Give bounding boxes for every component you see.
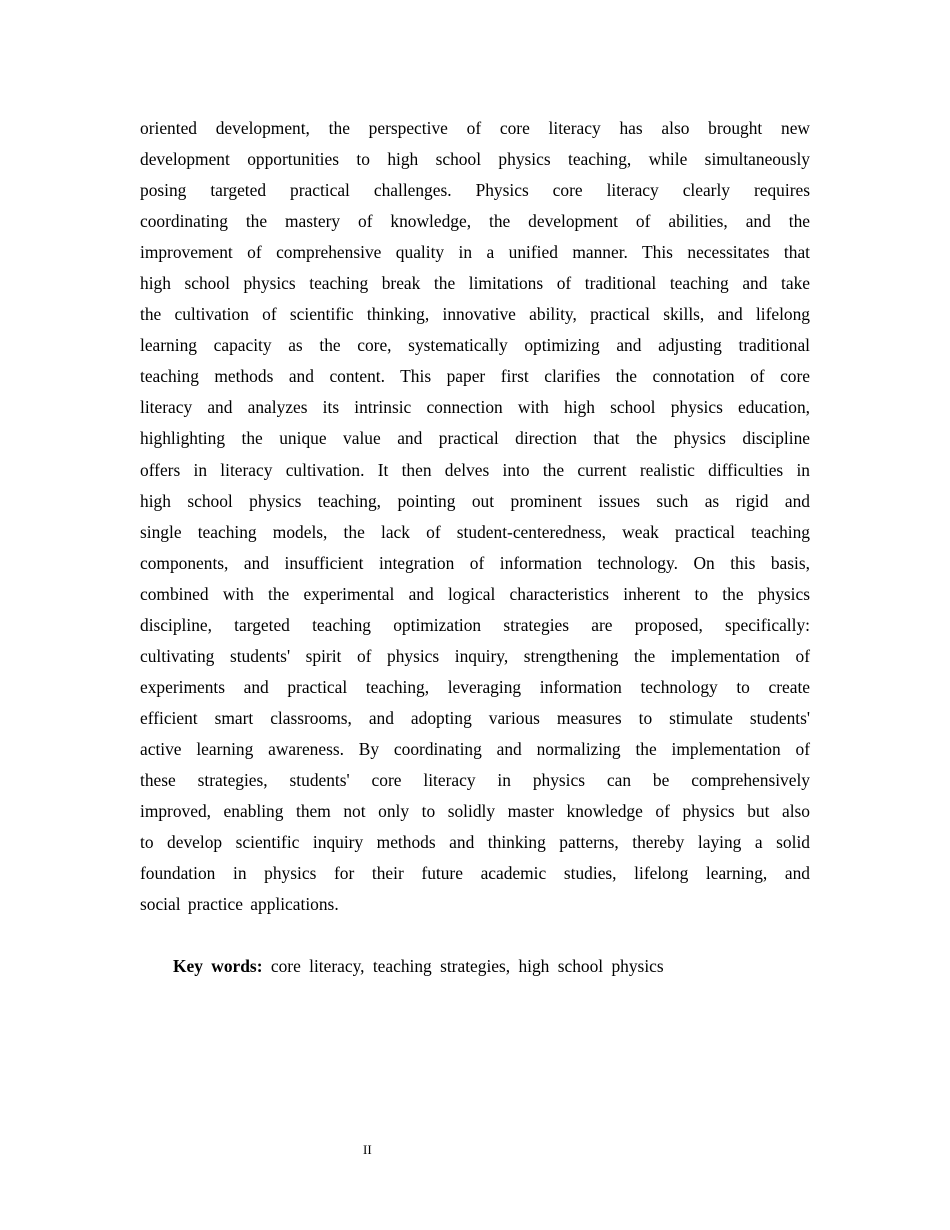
keywords-text: core literacy, teaching strategies, high school physics	[270, 956, 664, 976]
abstract-line: the cultivation of scientific thinking, innovative ability, practical skills, and lifelong	[140, 304, 810, 325]
abstract-line: discipline, targeted teaching optimization strategies are proposed, specifically:	[140, 614, 810, 635]
abstract-line: high school physics teaching, pointing out prominent issues such as rigid and	[140, 490, 810, 511]
abstract-paragraph	[140, 113, 810, 920]
abstract-line: offers in literacy cultivation. It then delves into the current realistic difficulties in	[140, 459, 810, 480]
abstract-line: components, and insufficient integration of information technology. On this basis,	[140, 552, 810, 573]
abstract-line: learning capacity as the core, systematically optimizing and adjusting traditional	[140, 335, 810, 356]
abstract-line: high school physics teaching break the limitations of traditional teaching and take	[140, 273, 810, 294]
page-number: II	[363, 1142, 372, 1157]
keywords-label: Key words:	[173, 956, 263, 976]
abstract-line: coordinating the mastery of knowledge, the development of abilities, and the	[140, 211, 810, 232]
abstract-line: these strategies, students' core literacy in physics can be comprehensively	[140, 769, 810, 790]
abstract-line: improvement of comprehensive quality in a unified manner. This necessitates that	[140, 242, 810, 263]
abstract-line: oriented development, the perspective of core literacy has also brought new	[140, 118, 810, 138]
abstract-line: combined with the experimental and logical characteristics inherent to the physics	[140, 583, 810, 604]
abstract-line: social practice applications.	[140, 894, 339, 915]
abstract-line: teaching methods and content. This paper first clarifies the connotation of core	[140, 366, 810, 387]
abstract-line: foundation in physics for their future academic studies, lifelong learning, and	[140, 863, 810, 884]
abstract-line: experiments and practical teaching, leveraging information technology to create	[140, 676, 810, 697]
abstract-line: literacy and analyzes its intrinsic connection with high school physics education,	[140, 397, 810, 418]
abstract-line: improved, enabling them not only to solidly master knowledge of physics but also	[140, 801, 810, 822]
abstract-line: active learning awareness. By coordinating and normalizing the implementation of	[140, 738, 810, 759]
abstract-line: to develop scientific inquiry methods and thinking patterns, thereby laying a solid	[140, 832, 810, 853]
abstract-line: posing targeted practical challenges. Physics core literacy clearly requires	[140, 180, 810, 201]
keywords-line	[173, 951, 664, 982]
abstract-line: highlighting the unique value and practical direction that the physics discipline	[140, 428, 810, 449]
abstract-line: development opportunities to high school physics teaching, while simultaneously	[140, 149, 810, 170]
abstract-line: cultivating students' spirit of physics inquiry, strengthening the implementation of	[140, 645, 810, 666]
abstract-line: efficient smart classrooms, and adopting various measures to stimulate students'	[140, 707, 810, 728]
abstract-line: single teaching models, the lack of student-centeredness, weak practical teaching	[140, 521, 810, 542]
